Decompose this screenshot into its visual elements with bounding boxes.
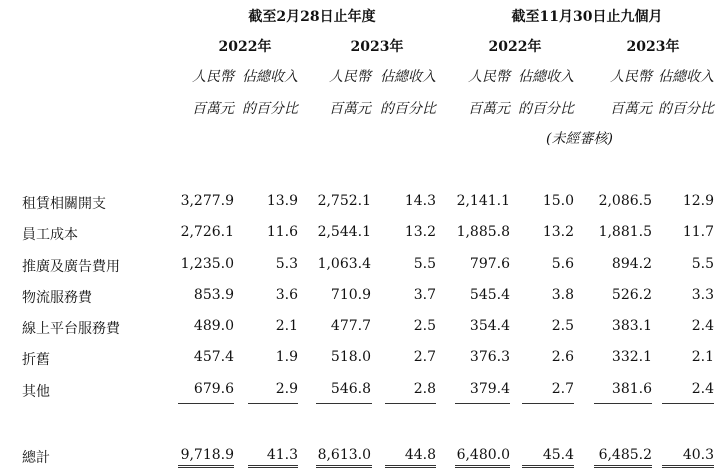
unit-header-pct: 佔總收入 — [518, 69, 574, 85]
subtotal-underline — [178, 403, 234, 404]
table-row-amount: 1,235.0 — [180, 256, 234, 272]
unit-header-million: 百萬元 — [610, 101, 652, 117]
table-row-percentage: 13.2 — [542, 224, 574, 240]
table-row-amount: 2,544.1 — [317, 224, 371, 240]
table-row-amount: 1,063.4 — [317, 256, 371, 272]
table-row-label: 線上平台服務費 — [22, 321, 120, 337]
table-row-percentage: 13.2 — [404, 224, 436, 240]
total-row-percentage: 40.3 — [682, 447, 714, 463]
table-row-amount: 853.9 — [193, 287, 234, 303]
table-row-amount: 2,141.1 — [456, 193, 510, 209]
total-double-underline — [385, 465, 436, 468]
subtotal-underline — [455, 403, 510, 404]
total-row-amount: 8,613.0 — [317, 447, 371, 463]
unit-header-percentage: 的百分比 — [658, 101, 714, 117]
table-row-label: 推廣及廣告費用 — [22, 259, 120, 275]
table-row-percentage: 5.5 — [691, 256, 714, 272]
unit-header-million: 百萬元 — [468, 101, 510, 117]
table-row-percentage: 12.9 — [682, 193, 714, 209]
year-header: 2022年 — [488, 39, 542, 55]
total-double-underline — [594, 465, 652, 468]
table-row-percentage: 3.3 — [691, 287, 714, 303]
total-double-underline — [248, 465, 298, 468]
total-row-amount: 9,718.9 — [180, 447, 234, 463]
table-row-label: 租賃相關開支 — [22, 196, 106, 212]
table-row-percentage: 5.5 — [413, 256, 436, 272]
table-row-percentage: 5.6 — [551, 256, 574, 272]
table-row-percentage: 15.0 — [542, 193, 574, 209]
table-row-amount: 2,086.5 — [598, 193, 652, 209]
table-row-label: 物流服務費 — [22, 290, 92, 306]
subtotal-underline — [385, 403, 436, 404]
table-row-percentage: 3.7 — [413, 287, 436, 303]
unit-header-million: 百萬元 — [329, 101, 371, 117]
table-row-percentage: 2.7 — [551, 381, 574, 397]
table-row-amount: 2,726.1 — [180, 224, 234, 240]
total-double-underline — [662, 465, 714, 468]
table-row-percentage: 2.5 — [551, 318, 574, 334]
table-row-amount: 546.8 — [330, 381, 371, 397]
table-row-percentage: 2.5 — [413, 318, 436, 334]
table-row-percentage: 14.3 — [404, 193, 436, 209]
table-row-amount: 894.2 — [611, 256, 652, 272]
total-row-amount: 6,485.2 — [598, 447, 652, 463]
unit-header-rmb: 人民幣 — [329, 69, 371, 85]
table-row-amount: 381.6 — [611, 381, 652, 397]
unit-header-rmb: 人民幣 — [610, 69, 652, 85]
total-row-label: 總計 — [22, 450, 50, 466]
table-row-percentage: 2.1 — [691, 349, 714, 365]
table-row-amount: 332.1 — [611, 349, 652, 365]
table-row-percentage: 2.8 — [413, 381, 436, 397]
period-header-nine-months: 截至11月30日止九個月 — [511, 9, 663, 25]
unit-header-pct: 佔總收入 — [658, 69, 714, 85]
unit-header-rmb: 人民幣 — [192, 69, 234, 85]
unit-header-percentage: 的百分比 — [242, 101, 298, 117]
unit-header-percentage: 的百分比 — [380, 101, 436, 117]
table-row-amount: 1,881.5 — [598, 224, 652, 240]
table-row-percentage: 11.7 — [682, 224, 714, 240]
table-row-amount: 3,277.9 — [180, 193, 234, 209]
table-row-percentage: 2.6 — [551, 349, 574, 365]
unit-header-pct: 佔總收入 — [380, 69, 436, 85]
total-row-percentage: 44.8 — [404, 447, 436, 463]
subtotal-underline — [594, 403, 652, 404]
table-row-amount: 457.4 — [193, 349, 234, 365]
table-row-percentage: 2.7 — [413, 349, 436, 365]
table-row-percentage: 11.6 — [266, 224, 298, 240]
total-double-underline — [316, 465, 372, 468]
table-row-percentage: 3.6 — [275, 287, 298, 303]
table-row-amount: 477.7 — [330, 318, 371, 334]
year-header: 2023年 — [350, 39, 404, 55]
table-row-percentage: 3.8 — [551, 287, 574, 303]
subtotal-underline — [662, 403, 714, 404]
table-row-percentage: 2.4 — [691, 318, 714, 334]
table-row-label: 其他 — [22, 384, 50, 400]
unit-header-million: 百萬元 — [192, 101, 234, 117]
table-row-percentage: 5.3 — [275, 256, 298, 272]
total-row-percentage: 41.3 — [266, 447, 298, 463]
table-row-percentage: 2.4 — [691, 381, 714, 397]
table-row-amount: 383.1 — [611, 318, 652, 334]
total-row-percentage: 45.4 — [542, 447, 574, 463]
year-header: 2023年 — [626, 39, 680, 55]
subtotal-underline — [522, 403, 574, 404]
total-double-underline — [522, 465, 574, 468]
table-row-amount: 710.9 — [330, 287, 371, 303]
total-row-amount: 6,480.0 — [456, 447, 510, 463]
table-row-amount: 376.3 — [469, 349, 510, 365]
table-row-percentage: 2.9 — [275, 381, 298, 397]
unaudited-note: (未經審核) — [546, 131, 613, 147]
period-header-fiscal-year: 截至2月28日止年度 — [248, 9, 376, 25]
table-row-amount: 354.4 — [469, 318, 510, 334]
subtotal-underline — [248, 403, 298, 404]
table-row-percentage: 13.9 — [266, 193, 298, 209]
table-row-percentage: 1.9 — [275, 349, 298, 365]
table-row-amount: 545.4 — [469, 287, 510, 303]
table-row-amount: 518.0 — [330, 349, 371, 365]
table-row-amount: 2,752.1 — [317, 193, 371, 209]
unit-header-rmb: 人民幣 — [468, 69, 510, 85]
unit-header-pct: 佔總收入 — [242, 69, 298, 85]
table-row-amount: 1,885.8 — [456, 224, 510, 240]
subtotal-underline — [316, 403, 372, 404]
year-header: 2022年 — [218, 39, 272, 55]
table-row-label: 員工成本 — [22, 227, 78, 243]
table-row-amount: 489.0 — [193, 318, 234, 334]
table-row-percentage: 2.1 — [275, 318, 298, 334]
total-double-underline — [455, 465, 510, 468]
table-row-amount: 797.6 — [469, 256, 510, 272]
table-row-amount: 379.4 — [469, 381, 510, 397]
table-row-amount: 526.2 — [611, 287, 652, 303]
total-double-underline — [178, 465, 234, 468]
unit-header-percentage: 的百分比 — [518, 101, 574, 117]
table-row-amount: 679.6 — [193, 381, 234, 397]
table-row-label: 折舊 — [22, 352, 50, 368]
